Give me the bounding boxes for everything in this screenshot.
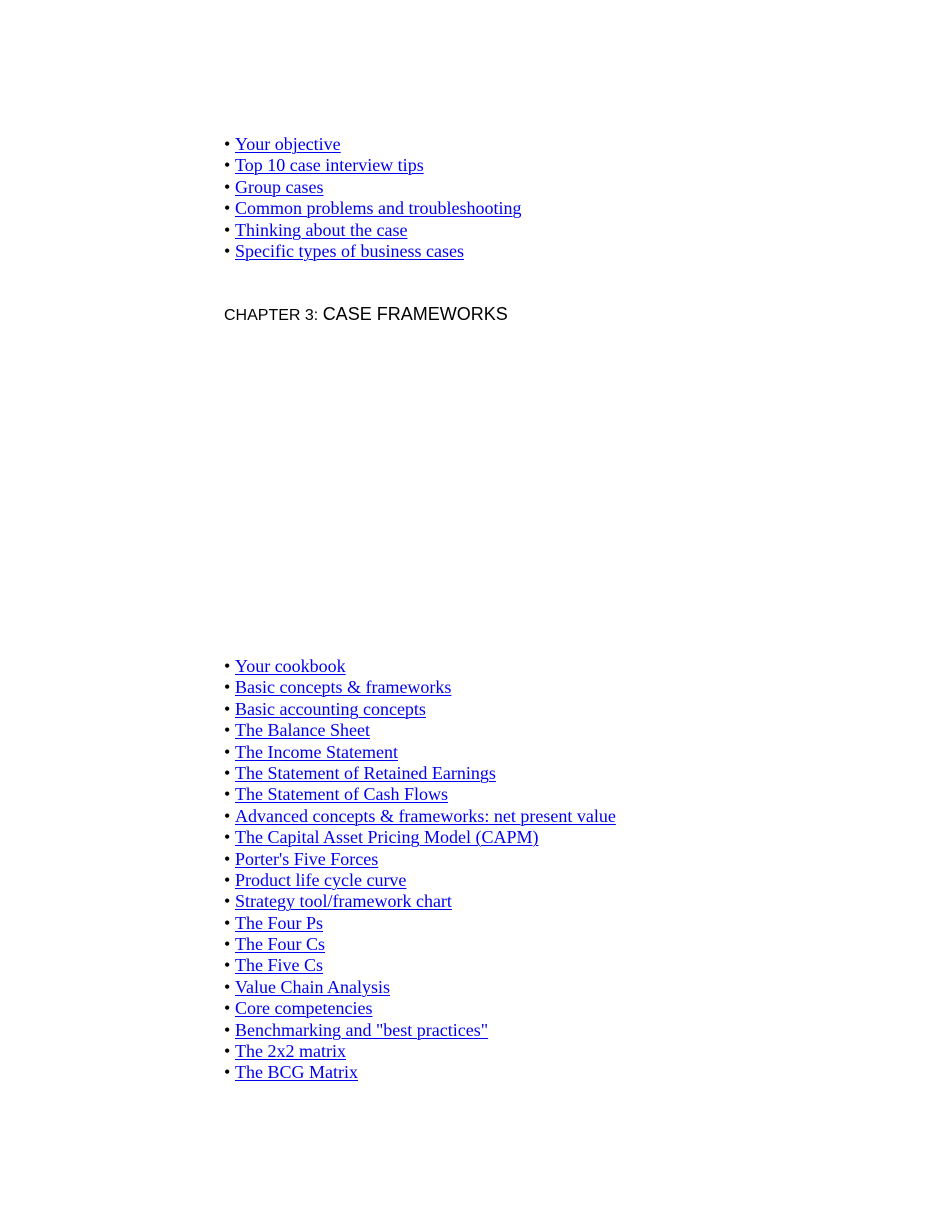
toc-link[interactable]: Group cases — [235, 176, 324, 197]
bullet-icon: • — [224, 1019, 231, 1040]
toc-link[interactable]: Your cookbook — [235, 656, 346, 676]
bullet-icon: • — [224, 848, 231, 869]
bullet-icon: • — [224, 934, 231, 955]
toc-list-item — [224, 177, 521, 198]
toc-list-item — [224, 220, 521, 241]
toc-list-item — [224, 827, 616, 848]
toc-link[interactable]: Basic accounting concepts — [235, 698, 426, 719]
bullet-icon: • — [224, 891, 231, 912]
bullet-icon: • — [224, 219, 231, 240]
toc-link[interactable]: The Four Cs — [235, 934, 325, 955]
toc-list-chapter-2 — [224, 134, 521, 262]
toc-link[interactable]: Your objective — [235, 134, 341, 154]
bullet-icon: • — [224, 134, 231, 154]
bullet-icon: • — [224, 976, 231, 997]
bullet-icon: • — [224, 912, 231, 933]
toc-link[interactable]: Thinking about the case — [235, 219, 408, 240]
chapter-title: CASE FRAMEWORKS — [322, 304, 508, 324]
toc-list-item — [224, 891, 616, 912]
bullet-icon: • — [224, 176, 231, 197]
toc-link[interactable]: Value Chain Analysis — [235, 976, 390, 997]
bullet-icon: • — [224, 762, 231, 783]
toc-link[interactable]: Porter's Five Forces — [235, 848, 379, 869]
bullet-icon: • — [224, 155, 231, 176]
toc-list-item — [224, 934, 616, 955]
toc-list-item — [224, 849, 616, 870]
toc-list-item — [224, 913, 616, 934]
bullet-icon: • — [224, 677, 231, 698]
toc-link[interactable]: Strategy tool/framework chart — [235, 891, 452, 912]
bullet-icon: • — [224, 198, 231, 219]
bullet-icon: • — [224, 998, 231, 1019]
bullet-icon: • — [224, 240, 231, 261]
toc-link[interactable]: The Four Ps — [235, 912, 324, 933]
toc-list-item — [224, 241, 521, 262]
toc-list-item — [224, 870, 616, 891]
toc-list-item — [224, 955, 616, 976]
toc-list-item — [224, 1020, 616, 1041]
toc-list-item — [224, 155, 521, 176]
toc-list-item — [224, 1062, 616, 1083]
toc-link[interactable]: Core competencies — [235, 998, 373, 1019]
toc-list-item — [224, 677, 616, 698]
toc-list-item — [224, 720, 616, 741]
bullet-icon: • — [224, 869, 231, 890]
toc-link[interactable]: Benchmarking and "best practices" — [235, 1019, 489, 1040]
toc-link[interactable]: Product life cycle curve — [235, 869, 407, 890]
bullet-icon: • — [224, 741, 231, 762]
toc-list-item — [224, 1041, 616, 1062]
toc-list-item — [224, 977, 616, 998]
bullet-icon: • — [224, 1041, 231, 1062]
chapter-number: CHAPTER 3: — [224, 307, 323, 324]
bullet-icon: • — [224, 720, 231, 741]
toc-list-item — [224, 998, 616, 1019]
bullet-icon: • — [224, 827, 231, 848]
toc-link[interactable]: The Statement of Cash Flows — [235, 784, 448, 805]
toc-link[interactable]: Basic concepts & frameworks — [235, 677, 452, 698]
bullet-icon: • — [224, 805, 231, 826]
toc-list-item — [224, 699, 616, 720]
toc-link[interactable]: The Capital Asset Pricing Model (CAPM) — [235, 827, 539, 848]
bullet-icon: • — [224, 656, 231, 676]
toc-list-item — [224, 806, 616, 827]
toc-list-item — [224, 784, 616, 805]
toc-link[interactable]: Common problems and troubleshooting — [235, 198, 522, 219]
toc-link[interactable]: The Income Statement — [235, 741, 398, 762]
chapter-heading — [224, 299, 508, 327]
toc-link[interactable]: Top 10 case interview tips — [235, 155, 424, 176]
toc-list-chapter-3 — [224, 656, 616, 1084]
toc-list-item — [224, 742, 616, 763]
toc-list-item — [224, 763, 616, 784]
toc-link[interactable]: The Balance Sheet — [235, 720, 370, 741]
bullet-icon: • — [224, 784, 231, 805]
toc-link[interactable]: The Five Cs — [235, 955, 323, 976]
toc-link[interactable]: The 2x2 matrix — [235, 1041, 346, 1062]
toc-link[interactable]: The Statement of Retained Earnings — [235, 762, 496, 783]
bullet-icon: • — [224, 955, 231, 976]
bullet-icon: • — [224, 698, 231, 719]
toc-list-item — [224, 134, 521, 155]
toc-list-item — [224, 656, 616, 677]
bullet-icon: • — [224, 1062, 231, 1083]
toc-link[interactable]: Specific types of business cases — [235, 240, 464, 261]
toc-link[interactable]: The BCG Matrix — [235, 1062, 358, 1083]
toc-list-item — [224, 198, 521, 219]
toc-link[interactable]: Advanced concepts & frameworks: net present value — [235, 805, 616, 826]
